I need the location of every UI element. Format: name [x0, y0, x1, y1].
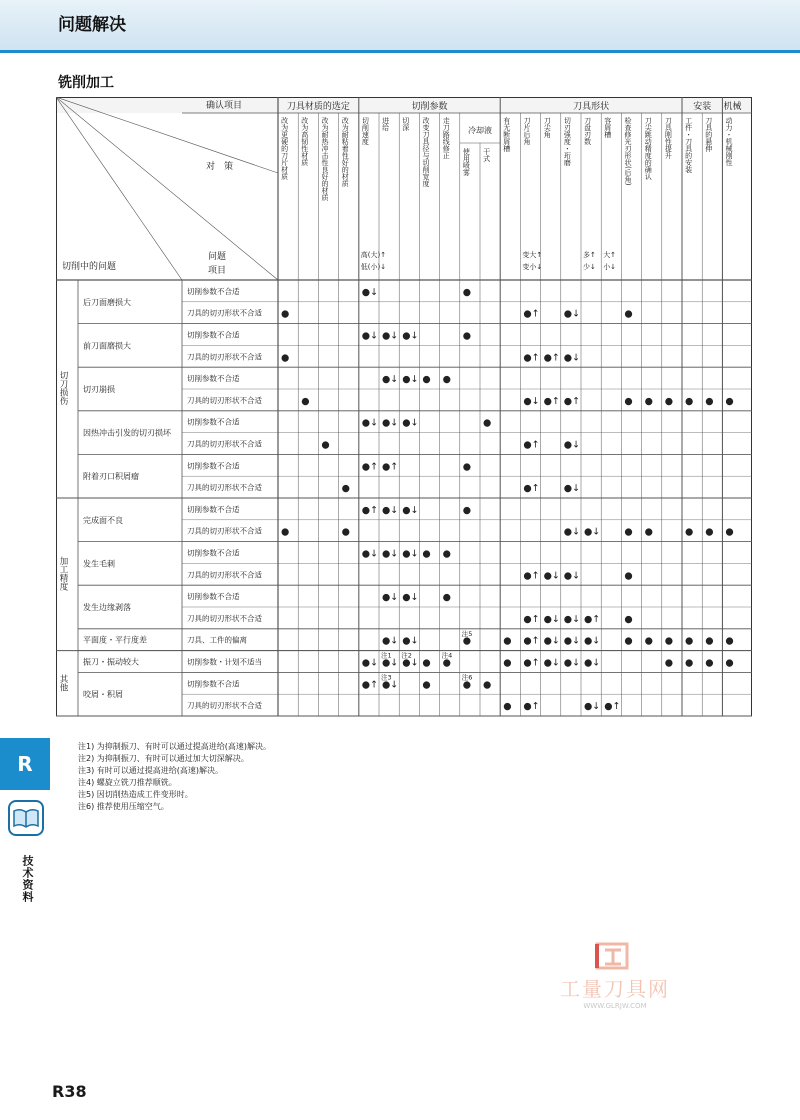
cell-note: 注6	[461, 673, 473, 682]
watermark-name: 工量刀具网	[560, 977, 670, 1001]
cell-mark: ●↑	[523, 570, 540, 582]
cell-mark: ●↓	[382, 504, 399, 516]
problem-label-2: 切刃崩损	[83, 385, 115, 394]
cell-mark: ●	[725, 526, 734, 538]
row-item-6: 切削参数不合适	[187, 417, 240, 427]
coolant-header: 冷却液	[468, 126, 492, 135]
header-bar	[0, 0, 800, 53]
column-label-5: 进给	[381, 117, 390, 131]
cell-mark: ●↑	[523, 657, 540, 669]
column-label-8: 走刀路线修正	[442, 117, 451, 159]
cell-mark: ●↑	[523, 483, 540, 495]
cell-note: 注2	[401, 651, 412, 660]
row-item-12: 切削参数不合适	[187, 548, 240, 558]
direction-label-down: 低(小)↓	[360, 263, 387, 271]
column-label-19: 刀具刚性提升	[664, 117, 673, 159]
troubleshooting-table	[56, 97, 752, 737]
column-label-7: 改变刀具径与切削宽度	[422, 117, 430, 187]
cell-mark: ●	[442, 374, 451, 386]
cell-mark: ●	[281, 308, 290, 320]
cell-mark: ●	[685, 635, 694, 647]
cell-mark: ●↓	[543, 570, 560, 582]
corner-confirm-label: 确认项目	[206, 101, 243, 111]
cell-note: 注3	[381, 673, 392, 682]
note-item: 注5) 因切削热造成工件变形时。	[78, 790, 193, 799]
cell-mark: ●↓	[563, 570, 581, 582]
row-item-18: 切削参数不合适	[187, 679, 240, 689]
corner-diagonal	[56, 97, 182, 280]
cell-mark: ●↓	[563, 657, 581, 669]
cell-mark: ●	[725, 657, 734, 669]
cell-mark: ●↓	[584, 635, 601, 647]
column-label-6: 切深	[401, 117, 410, 131]
column-label-3: 改为耐粘着性好的材质	[341, 117, 350, 187]
cell-mark: ●↓	[563, 483, 581, 495]
cell-mark: ●↓	[382, 679, 399, 691]
cell-mark: ●↓	[543, 635, 560, 647]
category-label-0: 切刀损伤	[58, 371, 68, 405]
cell-mark: ●	[685, 657, 694, 669]
row-item-19: 刀具的切刃形状不合适	[187, 701, 262, 711]
corner-item-label: 项目	[208, 266, 227, 276]
column-label-20: 工件・刀具的安装	[684, 117, 693, 173]
row-item-14: 切削参数不合适	[187, 592, 240, 602]
cell-mark: ●	[685, 526, 694, 538]
column-label-17: 检查修光刃形状(后角)	[624, 117, 632, 186]
cell-mark: ●↑	[382, 461, 399, 473]
cell-mark: ●↑	[523, 635, 540, 647]
column-label-2: 改为耐热冲击性良好的材质	[321, 117, 329, 201]
cell-note: 注5	[461, 629, 473, 638]
cell-mark: ●	[442, 657, 451, 669]
cell-mark: ●↓	[563, 526, 581, 538]
cell-mark: ●↓	[402, 374, 419, 386]
category-label-1: 加工精度	[58, 556, 68, 591]
cell-mark: ●↑	[523, 613, 540, 625]
group-header-2: 刀具形状	[573, 102, 610, 112]
cell-mark: ●↓	[402, 592, 419, 604]
problem-label-6: 发生毛刺	[83, 559, 115, 569]
cell-mark: ●↓	[563, 308, 581, 320]
column-label-18: 刀尖跳动精度的确认	[644, 117, 653, 180]
column-label-12: 刀片后角	[523, 117, 531, 145]
row-item-16: 刀具、工件的偏离	[187, 635, 247, 645]
cell-mark: ●↓	[543, 657, 560, 669]
cell-mark: ●	[624, 570, 633, 582]
notes-list	[78, 741, 271, 813]
note-item: 注3) 有时可以通过提高进给(高速)解决。	[78, 766, 223, 775]
header-band	[56, 97, 752, 113]
cell-mark: ●↓	[563, 613, 581, 625]
corner-problems-label: 切削中的问题	[62, 262, 117, 272]
cell-mark: ●↑	[361, 504, 379, 516]
cell-mark: ●	[725, 635, 734, 647]
cell-mark: ●↓	[361, 330, 379, 342]
cell-mark: ●	[705, 395, 714, 407]
cell-mark: ●↓	[584, 657, 601, 669]
watermark-logo	[593, 940, 631, 972]
cell-mark: ●	[664, 395, 674, 407]
direction-label-up: 多↑	[583, 251, 596, 259]
cell-mark: ●	[503, 657, 512, 669]
cell-mark: ●↓	[402, 417, 419, 429]
cell-mark: ●	[422, 374, 431, 386]
cell-note: 注4	[441, 651, 453, 660]
cell-mark: ●↑	[563, 395, 581, 407]
row-item-3: 刀具的切刃形状不合适	[187, 352, 262, 362]
corner-measures-label: 对 策	[206, 162, 234, 172]
problem-label-4: 附着刃口积屑瘤	[83, 472, 139, 482]
cell-mark: ●	[503, 635, 512, 647]
cell-mark: ●↑	[543, 395, 560, 407]
cell-mark: ●	[442, 548, 451, 560]
column-label-13: 刀尖角	[543, 117, 552, 138]
note-item: 注2) 为抑制振刀、有时可以通过加大切深解决。	[78, 754, 249, 763]
section-title: 铣削加工	[58, 75, 114, 91]
cell-mark: ●	[483, 679, 492, 691]
column-label-21: 刀具的悬伸	[704, 117, 713, 152]
column-label-15: 刀盘刃数	[583, 117, 592, 145]
direction-label-down: 少↓	[583, 263, 596, 271]
direction-label-down: 变小↓	[522, 263, 543, 271]
column-label-4: 切削速度	[361, 117, 370, 145]
cell-mark: ●↓	[361, 657, 379, 669]
problem-label-7: 发生边缘剥落	[83, 603, 131, 612]
cell-mark: ●↑	[523, 701, 540, 713]
cell-mark: ●	[341, 526, 350, 538]
cell-mark: ●	[725, 395, 734, 407]
cell-mark: ●↓	[584, 701, 601, 713]
cell-mark: ●	[462, 286, 472, 298]
corner-diagonal	[56, 97, 278, 280]
row-item-8: 切削参数不合适	[187, 461, 240, 471]
cell-mark: ●	[462, 330, 472, 342]
cell-mark: ●	[422, 548, 431, 560]
cell-mark: ●↓	[382, 417, 399, 429]
cell-mark: ●	[462, 679, 472, 691]
cell-mark: ●	[664, 635, 674, 647]
row-item-15: 刀具的切刃形状不合适	[187, 613, 262, 623]
cell-mark: ●	[503, 701, 512, 713]
cell-mark: ●	[422, 657, 431, 669]
group-header-0: 刀具材质的选定	[286, 102, 350, 112]
cell-mark: ●↓	[563, 439, 581, 451]
cell-mark: ●↓	[382, 635, 399, 647]
cell-mark: ●	[705, 635, 714, 647]
cell-note: 注1	[381, 651, 392, 660]
cell-mark: ●↓	[382, 548, 399, 560]
column-label-22: 动力・机械刚性	[725, 117, 733, 166]
cell-mark: ●↓	[382, 657, 399, 669]
row-item-11: 刀具的切刃形状不合适	[187, 526, 262, 536]
watermark	[540, 940, 690, 1020]
cell-mark: ●↑	[523, 308, 540, 320]
column-label-11: 有无断屑槽	[502, 117, 511, 152]
direction-label-up: 大↑	[603, 251, 617, 259]
cell-mark: ●↓	[402, 657, 419, 669]
cell-mark: ●↓	[382, 330, 399, 342]
column-label-16: 容屑槽	[603, 117, 612, 138]
row-item-4: 切削参数不合适	[187, 374, 240, 384]
cell-mark: ●↓	[361, 417, 379, 429]
cell-mark: ●↓	[402, 548, 419, 560]
cell-mark: ●↓	[402, 635, 419, 647]
cell-mark: ●	[664, 657, 674, 669]
watermark-url: WWW.GLRJW.COM	[583, 1002, 647, 1010]
direction-label-up: 高(大)↑	[360, 251, 387, 259]
row-item-1: 刀具的切刃形状不合适	[187, 308, 262, 318]
row-item-7: 刀具的切刃形状不合适	[187, 439, 262, 449]
group-header-1: 切削参数	[411, 102, 448, 112]
column-label-9: 使用喷雾	[462, 148, 471, 176]
row-item-17: 切削参数・计划不适当	[187, 657, 262, 667]
cell-mark: ●↓	[402, 330, 419, 342]
column-label-10: 干式	[482, 148, 491, 162]
row-item-5: 刀具的切刃形状不合适	[187, 395, 262, 405]
cell-mark: ●	[644, 526, 653, 538]
group-header-3: 安装	[693, 102, 712, 112]
page-number: R38	[52, 1082, 87, 1101]
cell-mark: ●↑	[523, 352, 540, 364]
note-item: 注6) 推荐使用压缩空气。	[78, 802, 169, 811]
cell-mark: ●↑	[543, 352, 560, 364]
cell-mark: ●↓	[382, 592, 399, 604]
cell-mark: ●	[685, 395, 694, 407]
problem-label-5: 完成面不良	[83, 515, 123, 525]
problem-label-0: 后刀面磨损大	[83, 297, 131, 307]
problem-label-8: 平面度・平行度差	[83, 635, 147, 645]
cell-mark: ●	[422, 679, 431, 691]
side-label: 技术资料	[21, 855, 34, 903]
column-label-1: 改为高韧性材质	[300, 117, 309, 166]
book-icon	[8, 800, 44, 836]
side-tab-r[interactable]: R	[0, 738, 50, 790]
cell-mark: ●↓	[523, 395, 540, 407]
cell-mark: ●↓	[584, 526, 601, 538]
note-item: 注1) 为抑制振刀、有时可以通过提高进给(高速)解决。	[78, 742, 271, 751]
row-item-10: 切削参数不合适	[187, 504, 240, 514]
cell-mark: ●↑	[361, 461, 379, 473]
cell-mark: ●	[462, 504, 472, 516]
cell-mark: ●↓	[563, 635, 581, 647]
cell-mark: ●	[462, 635, 472, 647]
problem-label-1: 前刀面磨损大	[83, 341, 131, 351]
column-label-14: 切刃强度・珩磨	[563, 117, 572, 166]
column-label-0: 改为更硬的刀片材质	[280, 117, 289, 180]
cell-mark: ●	[321, 439, 330, 451]
cell-mark: ●↑	[523, 439, 540, 451]
cell-mark: ●↑	[604, 701, 621, 713]
cell-mark: ●	[705, 526, 714, 538]
cell-mark: ●	[301, 395, 310, 407]
cell-mark: ●	[624, 635, 633, 647]
row-item-2: 切削参数不合适	[187, 330, 240, 340]
direction-label-up: 变大↑	[522, 251, 543, 259]
problem-label-3: 因热冲击引发的切刃损坏	[83, 428, 171, 438]
cell-mark: ●↓	[563, 352, 581, 364]
cell-mark: ●	[281, 526, 290, 538]
row-item-13: 刀具的切刃形状不合适	[187, 570, 262, 580]
cell-mark: ●	[624, 395, 633, 407]
cell-mark: ●	[483, 417, 492, 429]
cell-mark: ●	[462, 461, 472, 473]
cell-mark: ●	[624, 613, 633, 625]
cell-mark: ●↑	[361, 679, 379, 691]
problem-label-10: 咬屑・积屑	[83, 690, 123, 700]
category-label-2: 其他	[58, 674, 68, 692]
cell-mark: ●↑	[584, 613, 601, 625]
page-title: 问题解决	[58, 15, 126, 35]
group-header-4: 机械	[723, 102, 742, 112]
cell-mark: ●↓	[543, 613, 560, 625]
cell-mark: ●↓	[361, 286, 379, 298]
problem-label-9: 振刀・振动较大	[83, 657, 139, 667]
corner-problem-label: 问题	[208, 252, 227, 262]
cell-mark: ●	[624, 526, 633, 538]
cell-mark: ●	[705, 657, 714, 669]
row-item-9: 刀具的切刃形状不合适	[187, 483, 262, 493]
cell-mark: ●	[644, 395, 653, 407]
cell-mark: ●	[624, 308, 633, 320]
cell-mark: ●↓	[361, 548, 379, 560]
cell-mark: ●	[442, 592, 451, 604]
cell-mark: ●↓	[402, 504, 419, 516]
cell-mark: ●	[281, 352, 290, 364]
cell-mark: ●	[341, 483, 350, 495]
direction-label-down: 小↓	[603, 263, 617, 271]
cell-mark: ●	[644, 635, 653, 647]
note-item: 注4) 螺旋立铣刀推荐顺铣。	[78, 778, 177, 787]
row-item-0: 切削参数不合适	[187, 286, 240, 296]
cell-mark: ●↓	[382, 374, 399, 386]
